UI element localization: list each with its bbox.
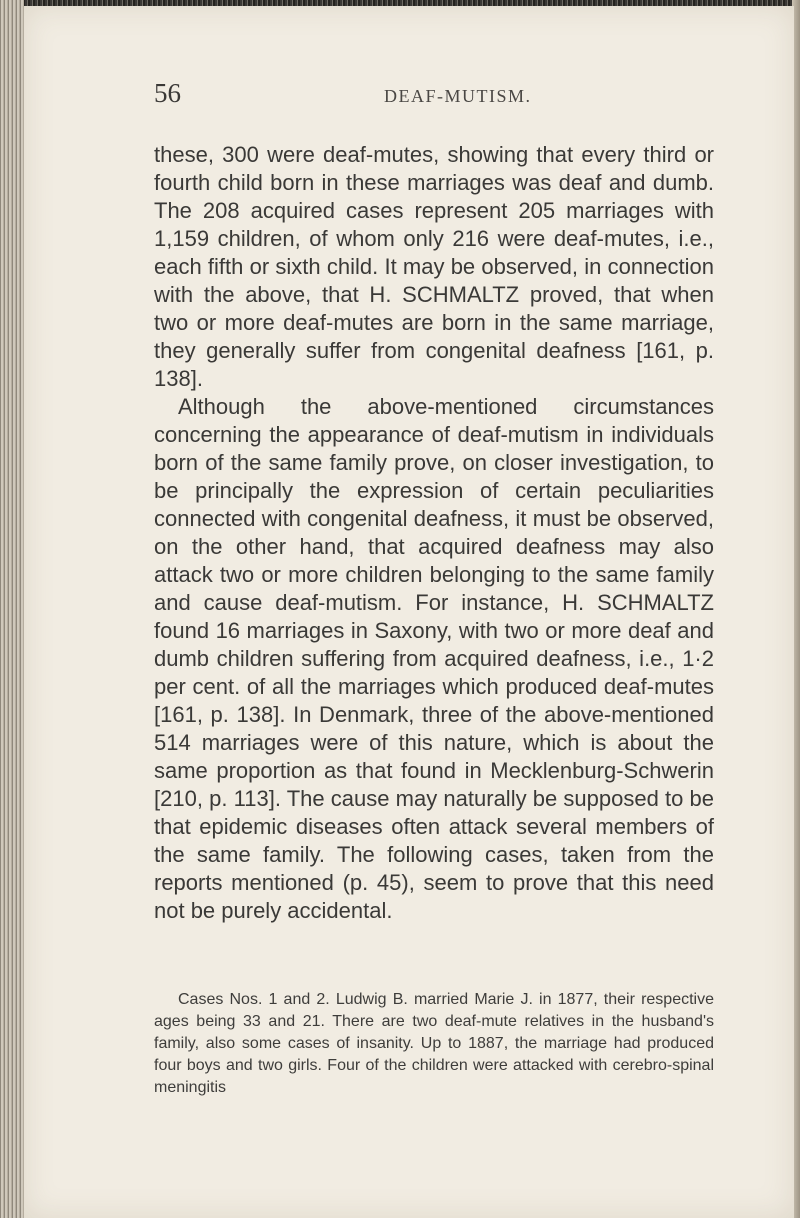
main-text (154, 141, 714, 925)
running-head: DEAF-MUTISM. (384, 86, 532, 106)
page-number: 56 (154, 78, 181, 108)
paragraph-1: these, 300 were deaf-mutes, showing that every third or fourth child born in these marriages was deaf and dumb. The 208 acquired cases represent 205 marriages with 1,159 children, of whom only 216 were deaf-mutes, i.e., each fifth or sixth child. It may be observed, in connection with the above, that H. SCHMALTZ proved, that when two or more deaf-mutes are born in the same marriage, they generally suffer from congenital deafness [161, p. 138]. (154, 142, 714, 391)
book-gutter (0, 0, 24, 1218)
paragraph-2: Although the above-mentioned circumstances concerning the appearance of deaf-mutism in individuals born of the same family prove, on closer investigation, to be principally the expression of certain peculiarities connected with congenital deafness, it must be observed, on the other hand, that acquired deafness may also attack two or more children belonging to the same family and cause deaf-mutism. For instance, H. SCHMALTZ found 16 marriages in Saxony, with two or more deaf and dumb children suffering from acquired deafness, i.e., 1·2 per cent. of all the marriages which produced deaf-mutes [161, p. 138]. In Denmark, three of the above-mentioned 514 marriages were of this nature, which is about the same proportion as that found in Mecklenburg-Schwerin [210, p. 113]. The cause may naturally be supposed to be that epidemic diseases often attack several members of the same family. The following cases, taken from the reports mentioned (p. 45), seem to prove that this need not be purely accidental. (154, 394, 714, 923)
case-notes (154, 989, 714, 1099)
page-header (154, 78, 714, 114)
case-notes-paragraph: Cases Nos. 1 and 2. Ludwig B. married Marie J. in 1877, their respective ages being 33 and 21. There are two deaf-mute relatives in the husband's family, also some cases of insanity. Up to 1887, the marriage had produced four boys and two girls. Four of the children were attacked with cerebro-spinal meningitis (154, 991, 714, 1096)
